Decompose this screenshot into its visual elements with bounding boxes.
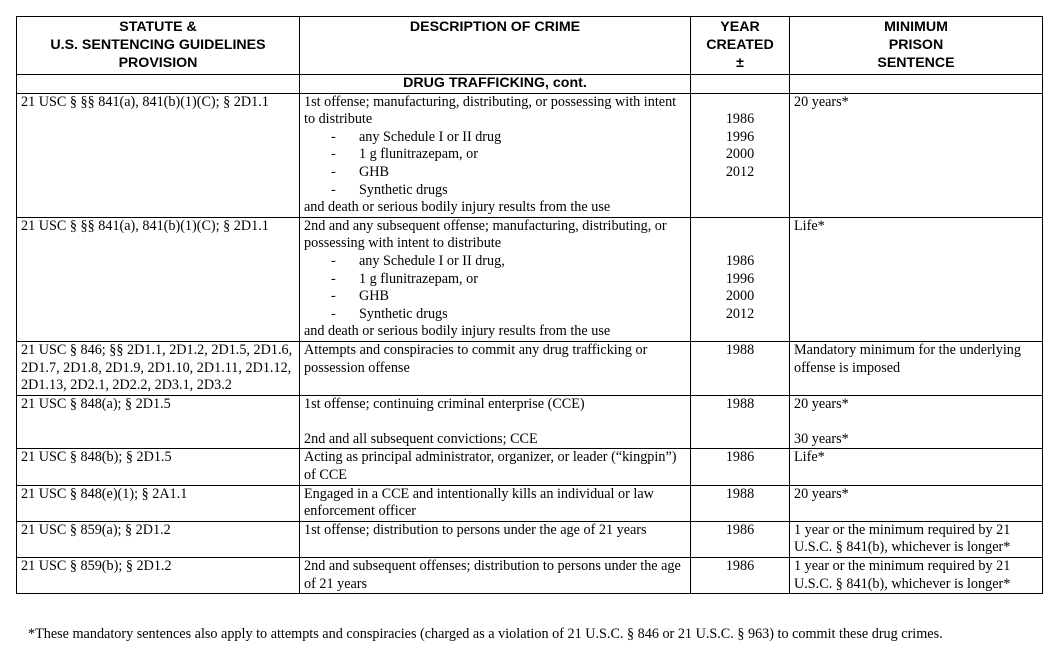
year-value: 2012 [725, 163, 755, 180]
sentence-cell: 1 year or the minimum required by 21 U.S.C. § 841(b), whichever is longer* [790, 521, 1043, 557]
list-item [304, 164, 686, 182]
header-description-line: DESCRIPTION OF CRIME [409, 19, 581, 35]
table-row [17, 558, 1043, 594]
header-year [691, 17, 790, 75]
description-outro: and death or serious bodily injury results from the use [304, 323, 611, 340]
description-intro: 2nd and any subsequent offense; manufacturing, distributing, or possessing with intent to distribute [304, 217, 667, 252]
statute-cell: 21 USC § 859(b); § 2D1.2 [17, 558, 300, 594]
footnote: *These mandatory sentences also apply to attempts and conspiracies (charged as a violation of 21 U.S.C. § 846 or 21 U.S.C. § 963) to commit these drug crimes. [28, 626, 943, 642]
sentence-cell [790, 395, 1043, 449]
description-cell: 1st offense; distribution to persons under the age of 21 years [300, 521, 691, 557]
header-sentence-line: MINIMUM [884, 19, 948, 35]
description-cell: 2nd and subsequent offenses; distribution to persons under the age of 21 years [300, 558, 691, 594]
list-item-text: 1 g flunitrazepam, or [359, 146, 478, 163]
list-item-text: any Schedule I or II drug [359, 128, 502, 145]
year-value: 2012 [725, 305, 755, 322]
description-cell: Acting as principal administrator, organizer, or leader (“kingpin”) of CCE [300, 449, 691, 485]
table-row [17, 341, 1043, 395]
description-line: 2nd and all subsequent convictions; CCE [304, 430, 538, 447]
list-item-text: any Schedule I or II drug, [359, 252, 505, 269]
statute-cell: 21 USC § §§ 841(a), 841(b)(1)(C); § 2D1.1 [17, 93, 300, 217]
statute-cell: 21 USC § 848(b); § 2D1.5 [17, 449, 300, 485]
list-item [304, 129, 686, 147]
sentence-cell: 20 years* [790, 485, 1043, 521]
statute-cell: 21 USC § 846; §§ 2D1.1, 2D1.2, 2D1.5, 2D1.6, 2D1.7, 2D1.8, 2D1.9, 2D1.10, 2D1.11, 2D1.12, 2D1.13, 2D2.1, 2D2.2, 2D3.1, 2D3.2 [17, 341, 300, 395]
year-value: 1986 [725, 111, 755, 128]
header-year-line: CREATED [706, 37, 774, 53]
year-cell [691, 93, 790, 217]
year-value: 2000 [725, 288, 755, 305]
header-description [300, 17, 691, 75]
list-item [304, 271, 686, 289]
year-cell: 1986 [691, 558, 790, 594]
sentence-line: 20 years* [794, 395, 849, 412]
table-row [17, 395, 1043, 449]
year-cell: 1988 [691, 395, 790, 449]
table-row [17, 485, 1043, 521]
header-year-line: YEAR [720, 19, 760, 35]
empty-cell [17, 75, 300, 94]
header-statute [17, 17, 300, 75]
statute-cell: 21 USC § 848(e)(1); § 2A1.1 [17, 485, 300, 521]
statute-cell: 21 USC § §§ 841(a), 841(b)(1)(C); § 2D1.1 [17, 217, 300, 341]
list-item [304, 253, 686, 271]
table-row [17, 521, 1043, 557]
year-value: 2000 [725, 146, 755, 163]
header-sentence-line: SENTENCE [877, 55, 955, 71]
list-item [304, 288, 686, 306]
description-cell [300, 93, 691, 217]
statute-cell: 21 USC § 848(a); § 2D1.5 [17, 395, 300, 449]
section-row [17, 75, 1043, 94]
list-item-text: 1 g flunitrazepam, or [359, 270, 478, 287]
list-item [304, 146, 686, 164]
sentence-cell: Life* [790, 217, 1043, 341]
description-cell: Engaged in a CCE and intentionally kills an individual or law enforcement officer [300, 485, 691, 521]
year-cell: 1988 [691, 485, 790, 521]
list-item-text: Synthetic drugs [359, 305, 448, 322]
header-statute-line: PROVISION [118, 55, 198, 71]
list-item [304, 182, 686, 200]
description-cell: Attempts and conspiracies to commit any drug trafficking or possession offense [300, 341, 691, 395]
header-statute-line: U.S. SENTENCING GUIDELINES [50, 37, 266, 53]
sentence-cell: Mandatory minimum for the underlying offense is imposed [790, 341, 1043, 395]
description-cell [300, 217, 691, 341]
empty-cell [691, 75, 790, 94]
year-cell: 1986 [691, 521, 790, 557]
description-outro: and death or serious bodily injury results from the use [304, 199, 611, 216]
header-sentence-line: PRISON [888, 37, 944, 53]
statute-cell: 21 USC § 859(a); § 2D1.2 [17, 521, 300, 557]
year-value: 1996 [725, 270, 755, 287]
header-sentence [790, 17, 1043, 75]
year-cell [691, 217, 790, 341]
empty-cell [790, 75, 1043, 94]
list-item-text: Synthetic drugs [359, 181, 448, 198]
section-title: DRUG TRAFFICKING, cont. [300, 75, 691, 94]
header-row [17, 17, 1043, 75]
table-row [17, 217, 1043, 341]
description-intro: 1st offense; manufacturing, distributing, or possessing with intent to distribute [304, 93, 677, 128]
table-row [17, 449, 1043, 485]
year-cell: 1986 [691, 449, 790, 485]
mandatory-minimum-table [16, 16, 1043, 594]
list-item-text: GHB [359, 288, 389, 305]
year-value: 1996 [725, 128, 755, 145]
table-row [17, 93, 1043, 217]
sentence-line: 30 years* [794, 430, 849, 447]
header-year-line: ± [736, 55, 744, 71]
year-cell: 1988 [691, 341, 790, 395]
year-value: 1986 [725, 252, 755, 269]
list-item-text: GHB [359, 163, 389, 180]
sentence-cell: 20 years* [790, 93, 1043, 217]
description-line: 1st offense; continuing criminal enterprise (CCE) [304, 395, 585, 412]
description-cell [300, 395, 691, 449]
list-item [304, 306, 686, 324]
sentence-cell: Life* [790, 449, 1043, 485]
header-statute-line: STATUTE & [119, 19, 197, 35]
sentence-cell: 1 year or the minimum required by 21 U.S.C. § 841(b), whichever is longer* [790, 558, 1043, 594]
